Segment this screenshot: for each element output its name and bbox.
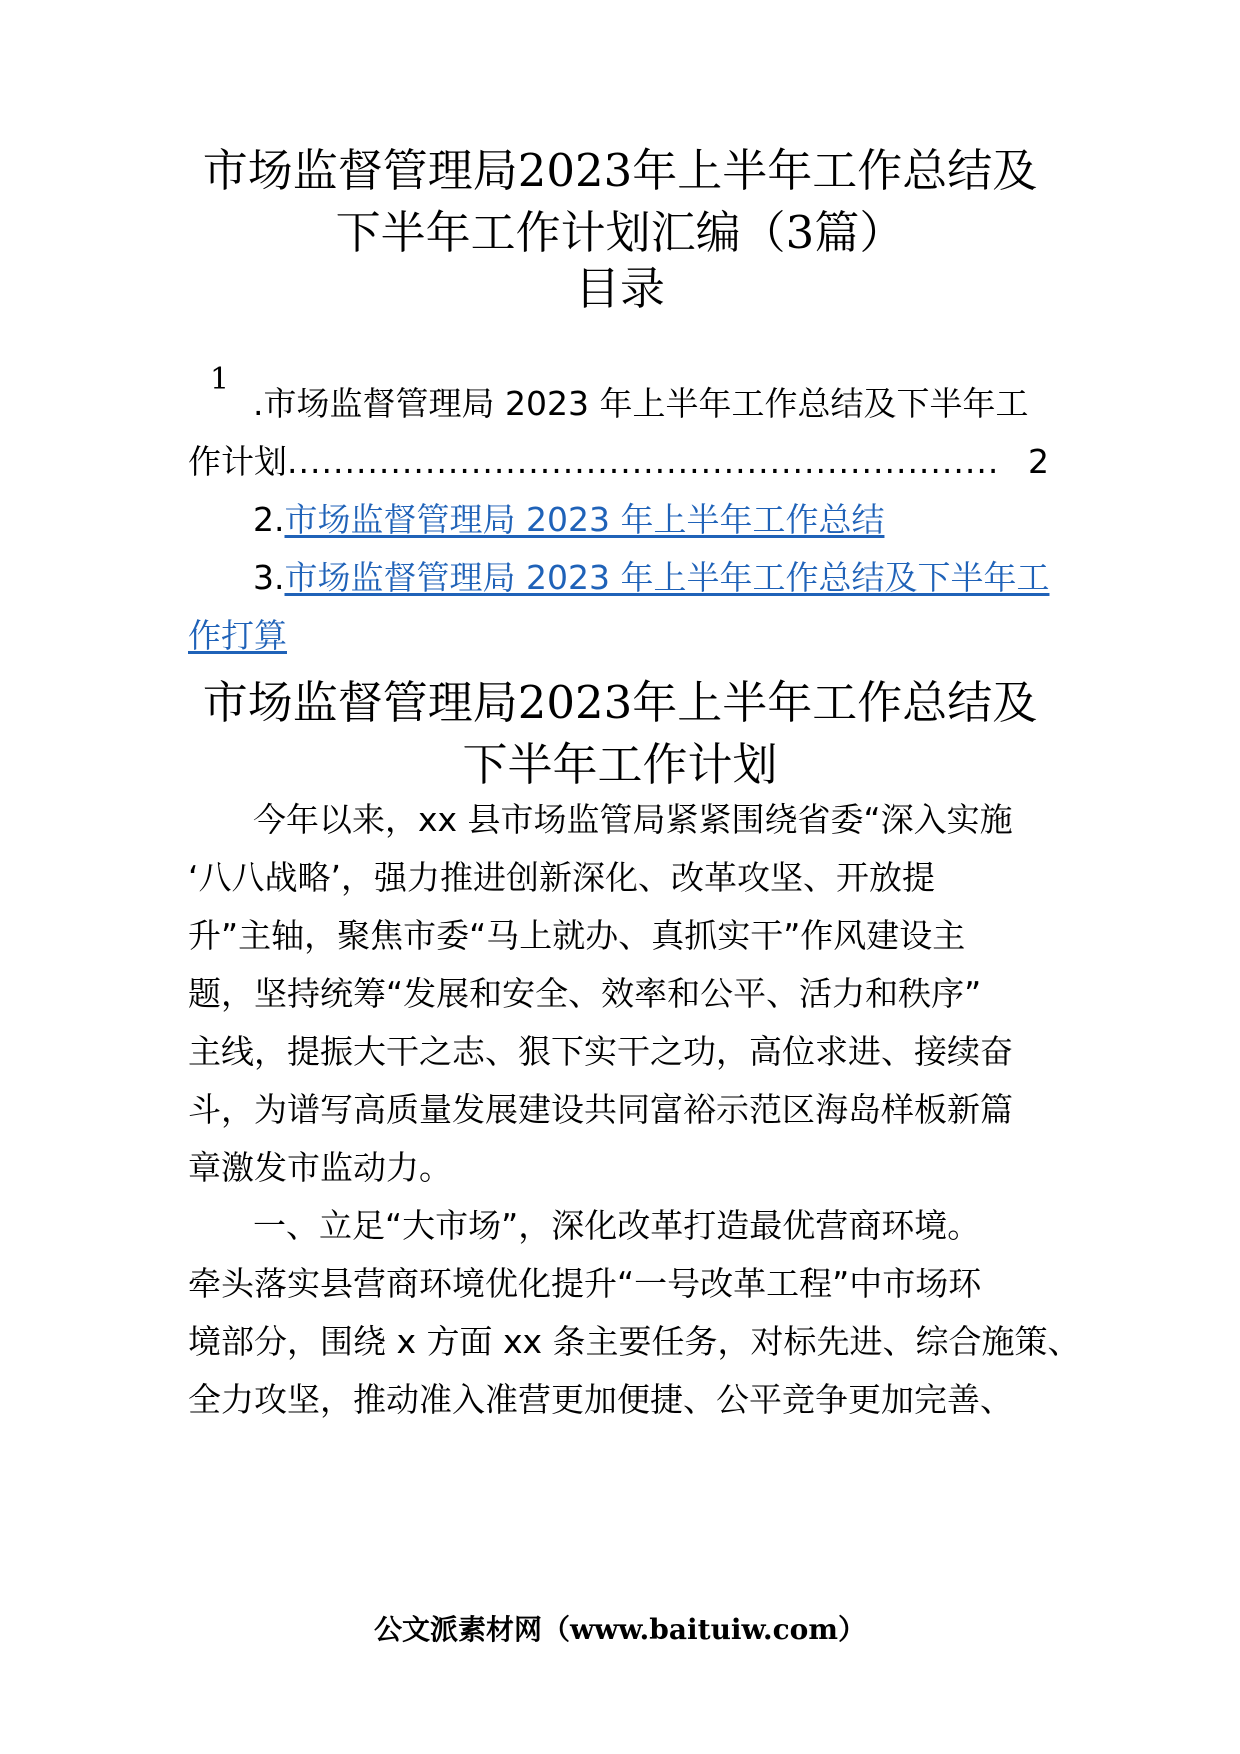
body-line: 今年以来，xx 县市场监管局紧紧围绕省委“深入实施 [253, 800, 1013, 839]
footer-watermark: 公文派素材网（www.baituiw.com） [374, 1613, 866, 1646]
toc-item-3-link-continued[interactable]: 作打算 [188, 616, 287, 655]
toc-item-2-link[interactable]: 市场监督管理局 2023 年上半年工作总结 [284, 500, 885, 539]
toc-item-1-page: 2 [1028, 442, 1049, 481]
toc-item-1-line1[interactable]: .市场监督管理局 2023 年上半年工作总结及下半年工 [253, 384, 1029, 423]
title-text: 下半年工作计划汇编（ [335, 206, 786, 259]
section-title-line2: 下半年工作计划 [462, 738, 778, 791]
toc-item-3-number: 3. [253, 558, 285, 597]
title-count: 3 [785, 206, 815, 259]
toc-item-2-number: 2. [253, 500, 285, 539]
section-title-text: 年上半年工作总结及 [632, 676, 1038, 729]
body-line: 题，坚持统筹“发展和安全、效率和公平、活力和秩序” [188, 974, 982, 1013]
toc-leader-dots: .............................................................. [287, 442, 1000, 481]
toc-number: 1 [210, 362, 230, 397]
section-title-line1 [0, 672, 1240, 734]
body-line: 境部分，围绕 x 方面 xx 条主要任务，对标先进、综合施策、 [188, 1322, 1081, 1361]
body-line: 章激发市监动力。 [188, 1148, 452, 1187]
body-line: 全力攻坚，推动准入准营更加便捷、公平竞争更加完善、 [188, 1380, 1013, 1419]
toc-item-3-line1[interactable] [253, 558, 1049, 598]
body-line: 主线，提振大干之志、狠下实干之功，高位求进、接续奋 [188, 1032, 1013, 1071]
title-text: 市场监督管理局 [202, 144, 518, 197]
section-title-text: 市场监督管理局 [202, 676, 518, 729]
toc-item-2[interactable] [253, 500, 884, 540]
toc-item-1-line2[interactable] [188, 442, 999, 482]
body-paragraph-heading: 一、立足“大市场”，深化改革打造最优营商环境。 [253, 1206, 981, 1245]
body-line: 牵头落实县营商环境优化提升“一号改革工程”中市场环 [188, 1264, 982, 1303]
toc-item-3-line2[interactable] [188, 616, 287, 656]
toc-heading: 目录 [574, 262, 665, 315]
document-title-line2 [0, 202, 1240, 264]
document-title-line1 [0, 140, 1240, 202]
body-line: 斗，为谱写高质量发展建设共同富裕示范区海岛样板新篇 [188, 1090, 1013, 1129]
title-text: 年上半年工作总结及 [632, 144, 1038, 197]
body-line: 升”主轴，聚焦市委“马上就办、真抓实干”作风建设主 [188, 916, 966, 955]
title-year: 2023 [517, 144, 633, 197]
section-title-year: 2023 [517, 676, 633, 729]
title-text: 篇） [814, 206, 905, 259]
toc-item-1-text: 作计划 [188, 442, 287, 481]
body-line: ‘八八战略’，强力推进创新深化、改革攻坚、开放提 [188, 858, 935, 897]
toc-item-3-link[interactable]: 市场监督管理局 2023 年上半年工作总结及下半年工 [284, 558, 1050, 597]
